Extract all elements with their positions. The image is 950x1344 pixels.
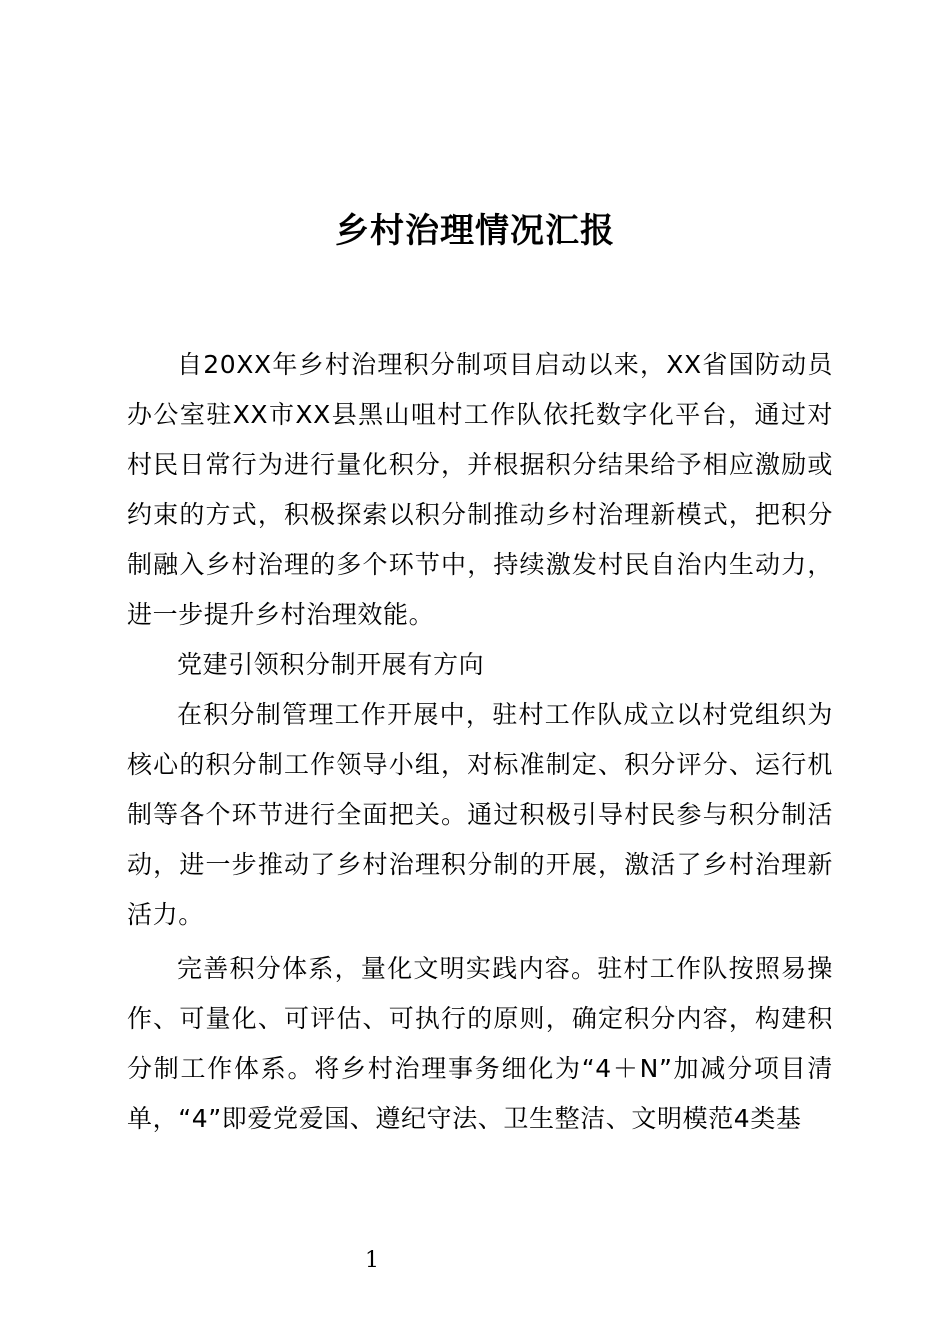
document-title: 乡村治理情况汇报 [335,211,615,251]
section-heading-party-building: 党建引领积分制开展有方向 [177,650,485,679]
document-body [127,340,833,1144]
paragraph-intro: 自20XX年乡村治理积分制项目启动以来，XX省国防动员办公室驻XX市XX县黑山咀村工作队依托数字化平台，通过对村民日常行为进行量化积分，并根据积分结果给予相应激励或约束的方式，积极探索以积分制推动乡村治理新模式，把积分制融入乡村治理的多个环节中，持续激发村民自治内生动力，进一步提升乡村治理效能。 [127,350,833,629]
page-number: 1 [365,1248,379,1273]
paragraph-scoring-system: 完善积分体系，量化文明实践内容。驻村工作队按照易操作、可量化、可评估、可执行的原则，确定积分内容，构建积分制工作体系。将乡村治理事务细化为“4＋N”加减分项目清单，“4”即爱党爱国、遵纪守法、卫生整洁、文明模范4类基 [127,954,833,1133]
paragraph-leadership: 在积分制管理工作开展中，驻村工作队成立以村党组织为核心的积分制工作领导小组，对标准制定、积分评分、运行机制等各个环节进行全面把关。通过积极引导村民参与积分制活动，进一步推动了乡村治理积分制的开展，激活了乡村治理新活力。 [127,700,833,929]
